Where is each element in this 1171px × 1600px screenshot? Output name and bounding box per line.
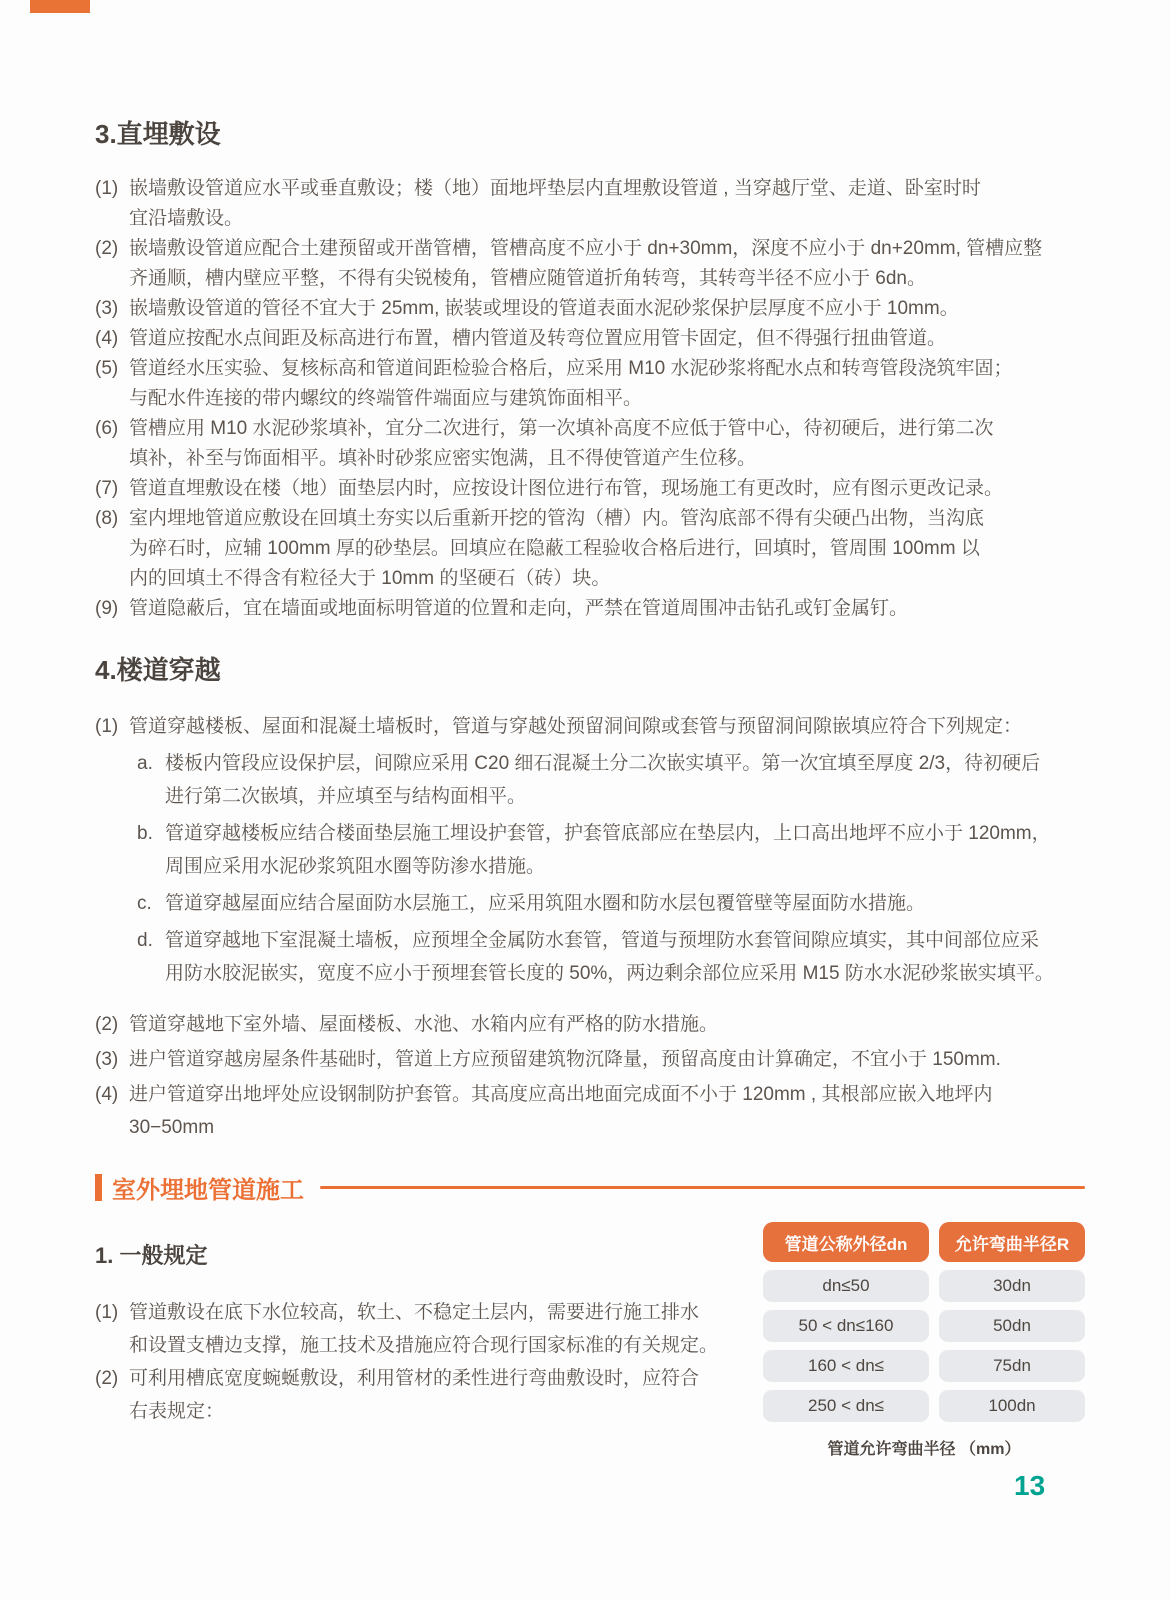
- table-cell: 250 < dn≤: [763, 1390, 929, 1422]
- list-item: [95, 504, 1085, 594]
- bend-radius-table: [763, 1222, 1085, 1459]
- section4-title: 4.楼道穿越: [95, 655, 221, 685]
- item-number: (5): [95, 358, 119, 379]
- list-item: [95, 1043, 1085, 1076]
- item-line: 可利用槽底宽度蜿蜒敷设，利用管材的柔性进行弯曲敷设时，应符合: [129, 1368, 700, 1389]
- table-cell: 50 < dn≤160: [763, 1310, 929, 1342]
- item-lines: [129, 174, 1085, 234]
- table-cell: dn≤50: [763, 1270, 929, 1302]
- item-number: (9): [95, 598, 119, 619]
- item-line: 管道穿越地下室混凝土墙板，应预埋全金属防水套管，管道与预埋防水套管间隙应填实，其中间部位应采: [165, 930, 1040, 951]
- item-number: (8): [95, 508, 119, 529]
- item-number: (6): [95, 418, 119, 439]
- section-divider-line: [320, 1186, 1085, 1189]
- item-line: 管道直埋敷设在楼（地）面垫层内时，应按设计图位进行布管，现场施工有更改时，应有图示更改记录。: [129, 478, 1004, 499]
- item-line: 管槽应用 M10 水泥砂浆填补，宜分二次进行，第一次填补高度不应低于管中心，待初硬后，进行第二次: [129, 418, 994, 439]
- table-cell: 30dn: [939, 1270, 1085, 1302]
- item-number: (2): [95, 238, 119, 259]
- list-item: [95, 1078, 1085, 1144]
- outdoor-section-header: [95, 1170, 1085, 1205]
- item-lines: [129, 294, 1085, 324]
- list-item: [95, 594, 1085, 624]
- item-line: 进户管道穿出地坪处应设钢制防护套管。其高度应高出地面完成面不小于 120mm , 其根部应嵌入地坪内: [129, 1084, 993, 1105]
- item-line: 管道穿越屋面应结合屋面防水层施工，应采用筑阻水圈和防水层包覆管壁等屋面防水措施。: [165, 893, 926, 914]
- item-lines: [165, 747, 1085, 813]
- item-lines: [165, 887, 1085, 920]
- table-header-cell: 允许弯曲半径R: [939, 1222, 1085, 1262]
- item-line: 管道穿越地下室外墙、屋面楼板、水池、水箱内应有严格的防水措施。: [129, 1014, 719, 1035]
- item-line: 管道应按配水点间距及标高进行布置，槽内管道及转弯位置应用管卡固定，但不得强行扭曲管道。: [129, 328, 947, 349]
- item-line: 周围应采用水泥砂浆筑阻水圈等防渗水措施。: [165, 856, 546, 877]
- item-lines: [129, 234, 1085, 294]
- section4-list: [95, 710, 1085, 1144]
- item-lines: [129, 324, 1085, 354]
- item-lines: [129, 1043, 1085, 1076]
- list-item: [95, 1296, 755, 1362]
- item-line: 管道经水压实验、复核标高和管道间距检验合格后，应采用 M10 水泥砂浆将配水点和转弯管段浇筑牢固；: [129, 358, 1013, 379]
- item-line: 嵌墙敷设管道应配合土建预留或开凿管槽，管槽高度不应小于 dn+30mm，深度不应小于 dn+20mm, 管槽应整: [129, 238, 1043, 259]
- item-lines: [165, 924, 1085, 990]
- accent-bar: [95, 1174, 102, 1201]
- item-line: 管道穿越楼板、屋面和混凝土墙板时，管道与穿越处预留洞间隙或套管与预留洞间隙嵌填应符合下列规定：: [129, 716, 1023, 737]
- item-line: 楼板内管段应设保护层，间隙应采用 C20 细石混凝土分二次嵌实填平。第一次宜填至厚度 2/3，待初硬后: [165, 753, 1041, 774]
- outdoor-section: [95, 1170, 1085, 1458]
- item-line: 30−50mm: [129, 1117, 215, 1138]
- page-content: [95, 118, 1085, 1458]
- item-line: 管道隐蔽后，宜在墙面或地面标明管道的位置和走向，严禁在管道周围冲击钻孔或钉金属钉。: [129, 598, 909, 619]
- item-line: 齐通顺，槽内壁应平整，不得有尖锐棱角，管槽应随管道折角转弯，其转弯半径不应小于 6dn。: [129, 268, 926, 289]
- list-item: [95, 294, 1085, 324]
- section3-title: 3.直埋敷设: [95, 119, 221, 149]
- list-item: [137, 887, 1085, 920]
- table-cell: 100dn: [939, 1390, 1085, 1422]
- item-lines: [129, 1362, 755, 1428]
- item-line: 进行第二次嵌填，并应填至与结构面相平。: [165, 786, 527, 807]
- item-lines: [129, 594, 1085, 624]
- item-lines: [129, 710, 1085, 743]
- item-line: 用防水胶泥嵌实，宽度不应小于预埋套管长度的 50%，两边剩余部位应采用 M15 防水水泥砂浆嵌实填平。: [165, 963, 1054, 984]
- item-number: (2): [95, 1368, 119, 1389]
- item-lines: [129, 354, 1085, 414]
- list-item: [95, 324, 1085, 354]
- item-number: c.: [137, 893, 152, 914]
- bend-radius-table-grid: [763, 1222, 1085, 1422]
- item-number: (4): [95, 1084, 119, 1105]
- list-item: [95, 234, 1085, 294]
- list-item: [95, 414, 1085, 474]
- item-line: 管道敷设在底下水位较高，软土、不稳定土层内，需要进行施工排水: [129, 1302, 700, 1323]
- item-lines: [129, 504, 1085, 594]
- item-line: 嵌墙敷设管道的管径不宜大于 25mm, 嵌装或埋设的管道表面水泥砂浆保护层厚度不应小于 10mm。: [129, 298, 959, 319]
- list-item: [95, 1008, 1085, 1041]
- table-caption: 管道允许弯曲半径 （mm）: [827, 1441, 1021, 1458]
- list-item: [95, 474, 1085, 504]
- list-item: [95, 1362, 755, 1428]
- table-cell: 160 < dn≤: [763, 1350, 929, 1382]
- list-item: [137, 747, 1085, 813]
- item-number: (1): [95, 716, 119, 737]
- list-item: [137, 817, 1085, 883]
- list-item: [95, 710, 1085, 743]
- list-item: [95, 354, 1085, 414]
- item-line: 右表规定：: [129, 1401, 225, 1422]
- item-lines: [129, 1008, 1085, 1041]
- item-number: (3): [95, 1049, 119, 1070]
- page-number: 13: [1014, 1470, 1046, 1501]
- item-number: a.: [137, 753, 153, 774]
- item-lines: [129, 414, 1085, 474]
- page-corner-accent: [30, 0, 90, 13]
- general-rules-title: 1. 一般规定: [95, 1243, 208, 1268]
- item-line: 进户管道穿越房屋条件基础时，管道上方应预留建筑物沉降量，预留高度由计算确定，不宜小于 150mm.: [129, 1049, 1001, 1070]
- table-header-cell: 管道公称外径dn: [763, 1222, 929, 1262]
- item-lines: [129, 1078, 1085, 1144]
- item-number: d.: [137, 930, 153, 951]
- item-number: (1): [95, 178, 119, 199]
- item-number: b.: [137, 823, 153, 844]
- item-line: 填补，补至与饰面相平。填补时砂浆应密实饱满，且不得使管道产生位移。: [129, 448, 757, 469]
- table-cell: 50dn: [939, 1310, 1085, 1342]
- table-cell: 75dn: [939, 1350, 1085, 1382]
- item-lines: [129, 474, 1085, 504]
- item-lines: [129, 1296, 755, 1362]
- list-item: [137, 924, 1085, 990]
- item-line: 内的回填土不得含有粒径大于 10mm 的坚硬石（砖）块。: [129, 568, 611, 589]
- item-lines: [165, 817, 1085, 883]
- item-number: (1): [95, 1302, 119, 1323]
- item-number: (2): [95, 1014, 119, 1035]
- item-line: 室内埋地管道应敷设在回填土夯实以后重新开挖的管沟（槽）内。管沟底部不得有尖硬凸出物，当沟底: [129, 508, 985, 529]
- item-line: 管道穿越楼板应结合楼面垫层施工埋设护套管，护套管底部应在垫层内，上口高出地坪不应小于 120mm，: [165, 823, 1051, 844]
- outdoor-section-title: 室外埋地管道施工: [112, 1177, 304, 1204]
- item-number: (4): [95, 328, 119, 349]
- item-number: (3): [95, 298, 119, 319]
- item-number: (7): [95, 478, 119, 499]
- section3-list: [95, 174, 1085, 624]
- item-line: 为碎石时，应辅 100mm 厚的砂垫层。回填应在隐蔽工程验收合格后进行，回填时，管周围 100mm 以: [129, 538, 980, 559]
- item-line: 与配水件连接的带内螺纹的终端管件端面应与建筑饰面相平。: [129, 388, 643, 409]
- item-line: 宜沿墙敷设。: [129, 208, 244, 229]
- outdoor-list: [95, 1296, 755, 1428]
- list-item: [95, 174, 1085, 234]
- item-line: 和设置支槽边支撑，施工技术及措施应符合现行国家标准的有关规定。: [129, 1335, 719, 1356]
- item-line: 嵌墙敷设管道应水平或垂直敷设；楼（地）面地坪垫层内直埋敷设管道 , 当穿越厅堂、走道、卧室时时: [129, 178, 981, 199]
